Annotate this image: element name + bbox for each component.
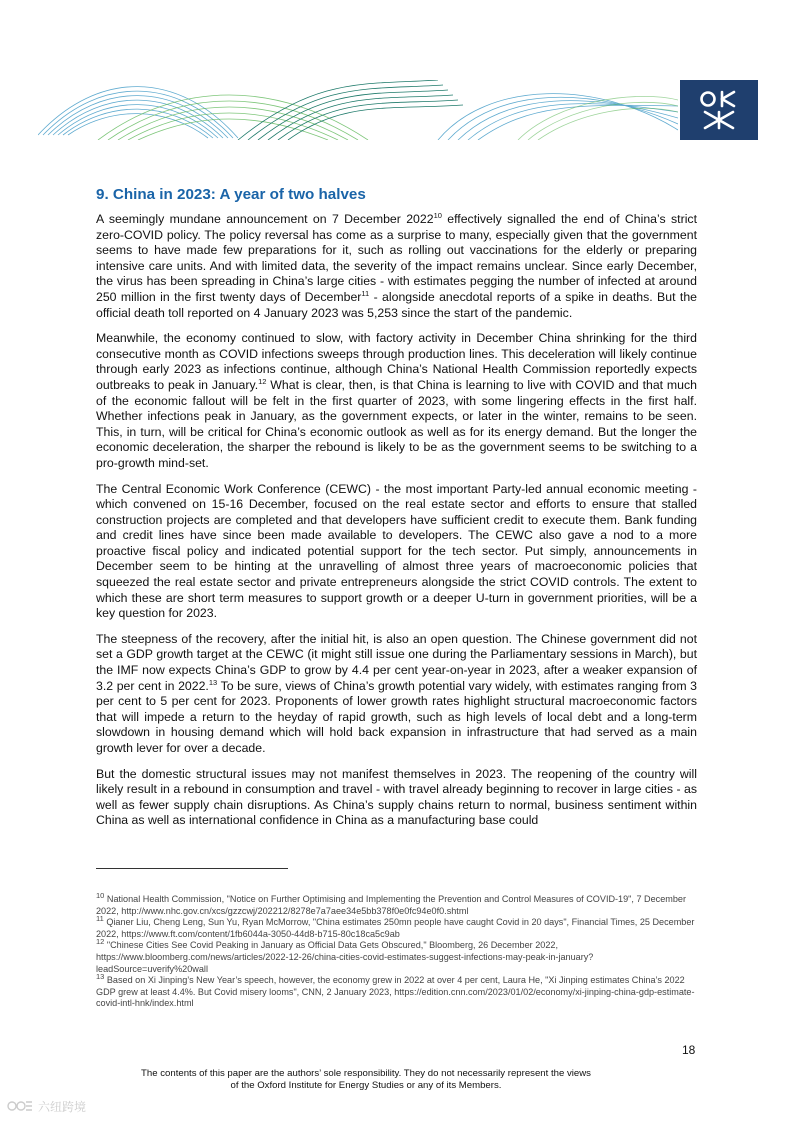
- footnote-text: Based on Xi Jinping’s New Year’s speech, however, the economy grew in 2022 at over 4 per cent, Laura He, "Xi Jinping estimates China’s 2022 GDP grew at least 4.4%. But Covid misery looms", CNN, 2 January 2023, https://edition.cnn.com/2023/01/02/economy/xi-jinping-china-gdp-estimate-covid-intl-hnk/index.html: [96, 975, 695, 1009]
- disclaimer: [106, 1068, 626, 1092]
- footnote-ref-12[interactable]: 12: [258, 376, 267, 386]
- footnote-12: [96, 937, 697, 975]
- footnote-text: National Health Commission, "Notice on Further Optimising and Implementing the Prevention and Control Measures of COVID-19", 7 December 2022, http://www.nhc.gov.cn/xcs/gzzcwj/202212/8278e7a7aee34e5bb378f0e0fc94e0f0.shtml: [96, 894, 686, 916]
- footnote-ref-13[interactable]: 13: [208, 677, 218, 687]
- watermark-text: 六纽跨境: [38, 1099, 87, 1114]
- section-title: 9. China in 2023: A year of two halves: [96, 186, 366, 203]
- footnote-11: [96, 914, 697, 940]
- paragraph-1: [96, 212, 697, 321]
- footnote-ref-10[interactable]: 10: [433, 210, 442, 220]
- footnote-number: 11: [96, 914, 104, 924]
- paragraph-text: To be sure, views of China’s growth potential vary widely, with estimates ranging from 3 per cent to 5 per cent for 2023. Proponents of lower growth rates highlight structural macroeconomic factors that will impede a return to the heyday of rapid growth, such as high levels of local debt and a long-term slowdown in housing demand which will hold back expansion in infrastructure that had served as a main growth lever for over a decade.: [96, 678, 697, 755]
- footnote-ref-11[interactable]: 11: [361, 288, 370, 298]
- paragraph-text: What is clear, then, is that China is learning to live with COVID and that much of the economic fallout will be felt in the first quarter of 2023, with some lingering effects in the first half. Whether infections peak in January, as the government expects, or later in the winter, remains to be seen. This, in turn, will be critical for China’s economic outlook as well as for its energy demand. But the longer the economic deceleration, the sharper the rebound is likely to be as the government seems to be switching to a pro-growth mind-set.: [96, 377, 697, 470]
- paragraph-2: [96, 331, 697, 471]
- footnotes: [96, 890, 697, 1010]
- paragraph-text: - alongside anecdotal reports of a spike in deaths. But the official death toll reported on 4 January 2023 was 5,253 since the start of the pandemic.: [96, 289, 697, 320]
- footnote-number: 12: [96, 937, 105, 947]
- oies-logo-icon: [697, 88, 741, 132]
- footnote-number: 10: [96, 890, 105, 900]
- paragraph-5: But the domestic structural issues may not manifest themselves in 2023. The reopening of the country will likely result in a rebound in consumption and travel - with travel already beginning to recover in large cities - as well as fewer supply chain disruptions. As China’s supply chains return to normal, business sentiment within China as well as international confidence in China as a manufacturing base could: [96, 766, 697, 828]
- paragraph-3: The Central Economic Work Conference (CEWC) - the most important Party-led annual economic meeting - which convened on 15-16 December, focused on the real estate sector and efforts to ensure that stalled construction projects are completed and that developers have sufficient credit to execute them. Bank funding and credit lines have since been made available to developers. The CEWC also gave a nod to a more proactive fiscal policy and indicated potential support for the tech sector. Put simply, announcements in December seem to be hinting at the unravelling of almost three years of macroeconomic policies that squeezed the real estate sector and private entrepreneurs alongside the strict COVID controls. The extent to which these are short term measures to support growth or a deeper U-turn in government priorities, will be a key question for 2023.: [96, 481, 697, 621]
- paragraph-text: effectively signalled the end of China’s strict zero-COVID policy. The policy reversal has come as a surprise to many, especially given that the government seems to have made few preparations for it, such as rolling out vaccinations for the elderly or preparing intensive care units. And with limited data, the severity of the impact remains unclear. Since early December, the virus has been spreading in China’s large cities - with estimates pegging the number of infected at around 250 million in the first twenty days of December: [96, 212, 697, 304]
- footnote-text: "Chinese Cities See Covid Peaking in January as Official Data Gets Obscured," Bloomberg, 26 December 2022, https://www.bloomberg.com/news/articles/2022-12-26/china-cities-covid-estimates-suggest-infections-may-peak-in-january?leadSource=uverify%20wall: [96, 940, 594, 974]
- watermark-logo-icon: [6, 1097, 34, 1115]
- paragraph-text: Meanwhile, the economy continued to slow, with factory activity in December China shrinking for the third consecutive month as COVID infections sweeps through production lines. This deceleration will likely continue through early 2023 as infections continue, although China’s National Health Commission reportedly expects outbreaks to peak in January.: [96, 331, 697, 392]
- page-number: 18: [682, 1043, 696, 1057]
- footnote-number: 13: [96, 972, 105, 982]
- watermark: [6, 1097, 86, 1115]
- footnote-divider: [96, 868, 288, 869]
- oies-logo: [680, 80, 758, 140]
- paragraph-4: [96, 632, 697, 757]
- footnote-13: [96, 972, 697, 1010]
- body-text: [96, 212, 697, 839]
- disclaimer-line-1: The contents of this paper are the authors’ sole responsibility. They do not necessarily represent the views: [141, 1068, 591, 1079]
- footnote-10: [96, 890, 697, 917]
- footnote-text: Qianer Liu, Cheng Leng, Sun Yu, Ryan McMorrow, "China estimates 250mn people have caught Covid in 20 days", Financial Times, 25 December 2022, https://www.ft.com/content/1fb6044a-3050-44d8-b715-80c18ca5c9ab: [96, 917, 695, 939]
- header-wave-banner: [38, 80, 678, 140]
- paragraph-text: The steepness of the recovery, after the initial hit, is also an open question. The Chinese government did not set a GDP growth target at the CEWC (it might still issue one during the Parliamentary sessions in March), but the IMF now expects China’s GDP to grow by 4.4 per cent year-on-year in 2023, after a weaker expansion of 3.2 per cent in 2022.: [96, 631, 697, 693]
- paragraph-text: A seemingly mundane announcement on 7 December 2022: [96, 212, 434, 226]
- disclaimer-line-2: of the Oxford Institute for Energy Studies or any of its Members.: [230, 1080, 502, 1091]
